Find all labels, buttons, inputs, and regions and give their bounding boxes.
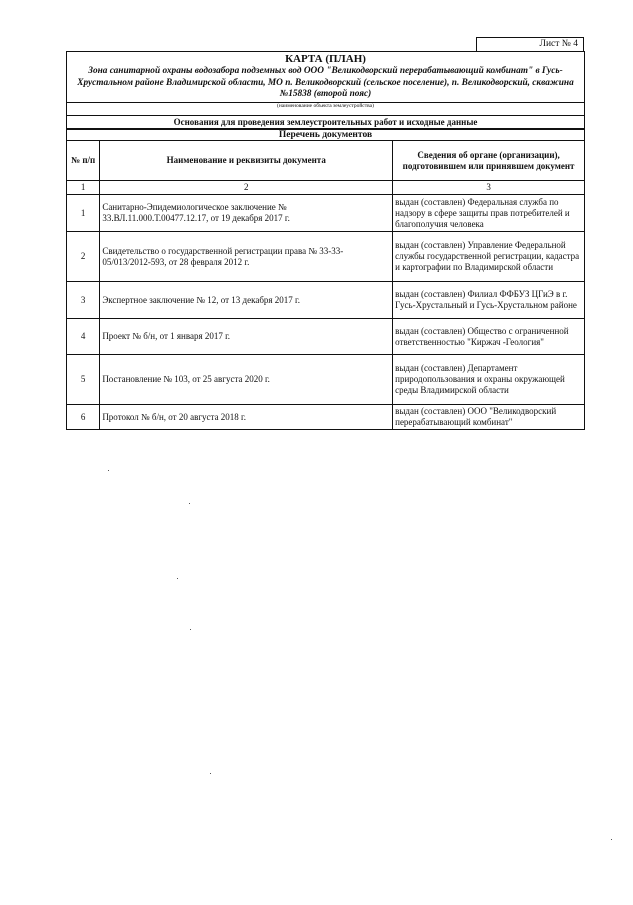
- document-title: КАРТА (ПЛАН): [285, 53, 366, 65]
- table-header-row: [67, 141, 585, 181]
- table-row: [67, 319, 585, 355]
- table-row: [67, 355, 585, 405]
- row-document-name: Протокол № б/н, от 20 августа 2018 г.: [100, 405, 393, 430]
- row-num: 1: [67, 195, 100, 232]
- scan-speck: [190, 629, 191, 630]
- object-caption: (наименование объекта землеустройства): [67, 102, 584, 110]
- row-issuer: выдан (составлен) ООО "Великодворский перерабатывающий комбинат": [393, 405, 585, 430]
- table-row: [67, 195, 585, 232]
- basis-heading: Основания для проведения землеустроительных работ и исходные данные: [67, 115, 584, 128]
- row-document-name: Постановление № 103, от 25 августа 2020 г.: [100, 355, 393, 405]
- row-num: 2: [67, 232, 100, 282]
- scan-speck: [108, 470, 109, 471]
- row-issuer: выдан (составлен) Управление Федеральной службы государственной регистрации, кадастра и картографии по Владимирской области: [393, 232, 585, 282]
- scan-speck: [177, 578, 178, 579]
- document-subtitle: Зона санитарной охраны водозабора подземных вод ООО "Великодворский перерабатывающий комбинат" в Гусь-Хрустальном районе Владимирской области, МО п. Великодворский (сельское поселение), п. Великодворский, скважина №15838 (второй пояс): [77, 66, 574, 99]
- scan-speck: [189, 503, 190, 504]
- row-num: 6: [67, 405, 100, 430]
- row-num: 4: [67, 319, 100, 355]
- documents-list-title: Перечень документов: [66, 128, 585, 141]
- scan-speck: [210, 773, 211, 774]
- scan-speck: [611, 839, 612, 840]
- column-number: 1: [67, 181, 100, 195]
- row-issuer: выдан (составлен) Департамент природопользования и охраны окружающей среды Владимирской области: [393, 355, 585, 405]
- document-header: [66, 51, 585, 130]
- row-document-name: Свидетельство о государственной регистрации права № 33-33-05/013/2012-593, от 28 февраля 2012 г.: [100, 232, 393, 282]
- column-number-row: [67, 181, 585, 195]
- row-document-name: Проект № б/н, от 1 января 2017 г.: [100, 319, 393, 355]
- column-number: 3: [393, 181, 585, 195]
- row-document-name: Санитарно-Эпидемиологическое заключение № 33.ВЛ.11.000.Т.00477.12.17, от 19 декабря 2017 г.: [100, 195, 393, 232]
- documents-table: [66, 140, 585, 430]
- row-issuer: выдан (составлен) Филиал ФФБУЗ ЦГиЭ в г. Гусь-Хрустальный и Гусь-Хрустальном районе: [393, 282, 585, 319]
- sheet-number-label: Лист № 4: [476, 37, 584, 51]
- table-row: [67, 282, 585, 319]
- header-document-name: Наименование и реквизиты документа: [100, 141, 393, 181]
- row-num: 5: [67, 355, 100, 405]
- column-number: 2: [100, 181, 393, 195]
- header-num: № п/п: [67, 141, 100, 181]
- table-row: [67, 405, 585, 430]
- row-issuer: выдан (составлен) Общество с ограниченной ответственностью "Киржач -Геология": [393, 319, 585, 355]
- row-num: 3: [67, 282, 100, 319]
- table-row: [67, 232, 585, 282]
- row-issuer: выдан (составлен) Федеральная служба по надзору в сфере защиты прав потребителей и благополучия человека: [393, 195, 585, 232]
- row-document-name: Экспертное заключение № 12, от 13 декабря 2017 г.: [100, 282, 393, 319]
- header-issuer: Сведения об органе (организации), подготовившем или принявшем документ: [393, 141, 585, 181]
